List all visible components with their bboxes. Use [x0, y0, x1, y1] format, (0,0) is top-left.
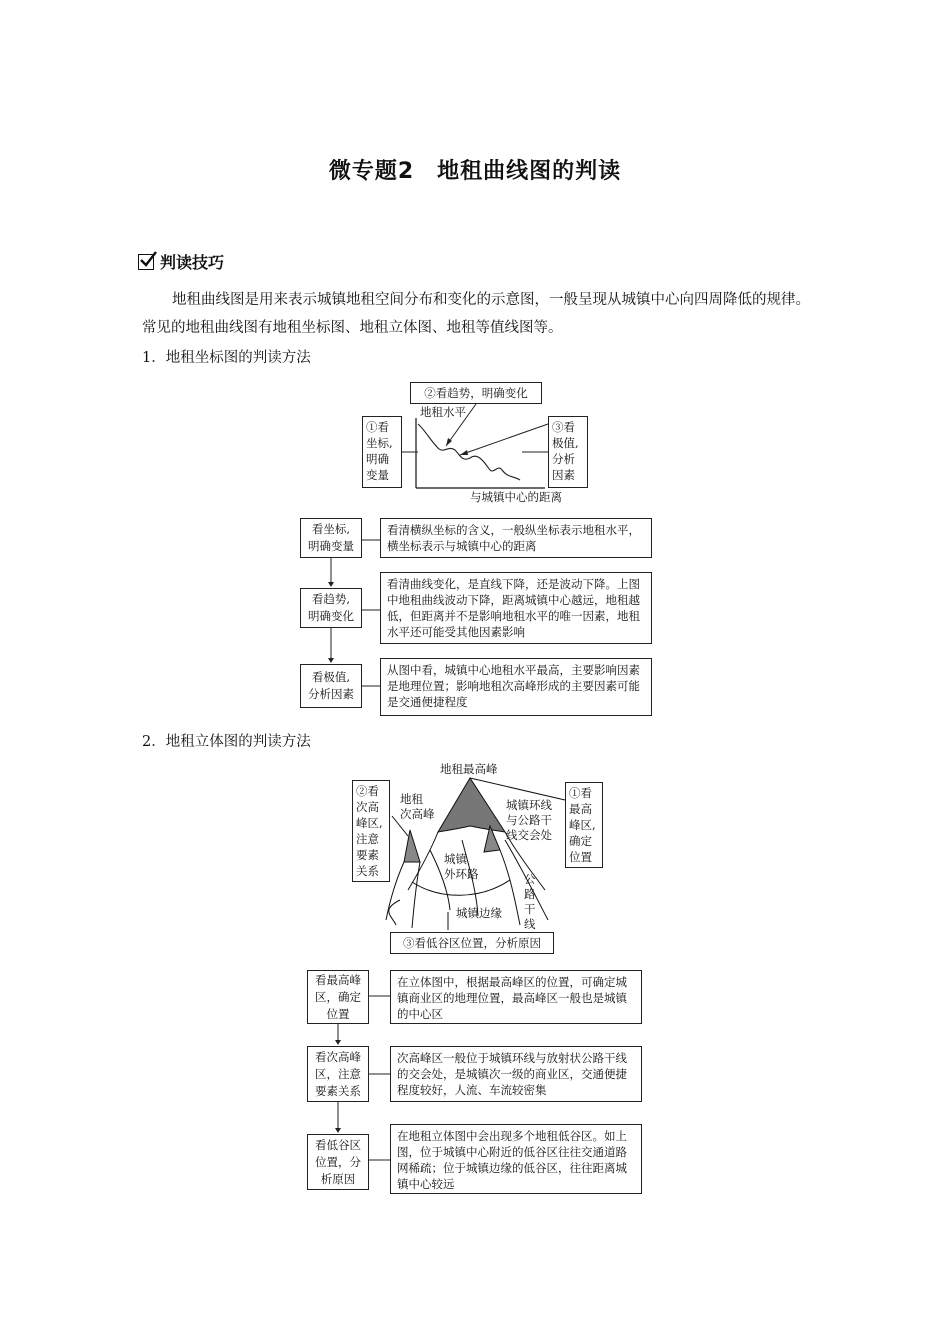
step6-text: 在地租立体图中会出现多个地租低谷区。如上图，位于城镇中心附近的低谷区往往交通道路网稀疏；位于城镇边缘的低谷区，往往距离城镇中心较远	[390, 1124, 642, 1194]
y-axis-label: 地租水平	[420, 405, 466, 419]
step5-label: 看次高峰 区，注意 要素关系	[307, 1046, 369, 1102]
ring-road-label: 城镇 外环路	[444, 852, 479, 881]
edge-label: 城镇边缘	[456, 906, 502, 920]
sub-peak-label: 地租 次高峰	[400, 792, 435, 821]
part1-heading: 1．地租坐标图的判读方法	[142, 350, 311, 366]
subpeak-box: ②看 次高 峰区, 注意 要素 关系	[352, 780, 390, 882]
step4-label: 看最高峰 区，确定 位置	[307, 970, 369, 1024]
extreme-label-box: ③看 极值, 分析 因素	[548, 416, 588, 488]
step2-label: 看趋势, 明确变化	[300, 588, 362, 628]
step1-label: 看坐标, 明确变量	[300, 518, 362, 558]
step2-text: 看清曲线变化，是直线下降，还是波动下降。上图中地租曲线波动下降，距离城镇中心越远，地租越低，但距离并不是影响地租水平的唯一因素，地租水平还可能受其他因素影响	[380, 572, 652, 644]
step3-label: 看极值, 分析因素	[300, 664, 362, 708]
intro-paragraph: 地租曲线图是用来表示城镇地租空间分布和变化的示意图，一般呈现从城镇中心向四周降低的规律。常见的地租曲线图有地租坐标图、地租立体图、地租等值线图等。	[142, 292, 810, 336]
step3-text: 从图中看，城镇中心地租水平最高，主要影响因素是地理位置；影响地租次高峰形成的主要因素可能是交通便捷程度	[380, 658, 652, 716]
valley-box: ③看低谷区位置，分析原因	[390, 932, 554, 954]
step5-text: 次高峰区一般位于城镇环线与放射状公路干线的交会处，是城镇次一级的商业区，交通便捷程度较好，人流、车流较密集	[390, 1046, 642, 1102]
step1-text: 看清横纵坐标的含义，一般纵坐标表示地租水平，横坐标表示与城镇中心的距离	[380, 518, 652, 558]
part2-heading: 2．地租立体图的判读方法	[142, 734, 311, 750]
page-title: 微专题2 地租曲线图的判读	[328, 159, 622, 184]
coord-label-box: ①看 坐标, 明确 变量	[362, 416, 402, 488]
highway-label: 公 路 干 线	[524, 872, 536, 931]
x-axis-label: 与城镇中心的距离	[470, 490, 562, 504]
peak-box: ①看 最高 峰区, 确定 位置	[565, 782, 603, 868]
section-heading-text: 判读技巧	[160, 253, 225, 272]
ring-cross-label: 城镇环线 与公路干 线交会处	[506, 798, 552, 842]
trend-label: ②看趋势，明确变化	[410, 382, 542, 404]
peak-label: 地租最高峰	[440, 762, 498, 776]
step4-text: 在立体图中，根据最高峰区的位置，可确定城镇商业区的地理位置，最高峰区一般也是城镇的中心区	[390, 970, 642, 1024]
step6-label: 看低谷区 位置，分 析原因	[307, 1134, 369, 1190]
